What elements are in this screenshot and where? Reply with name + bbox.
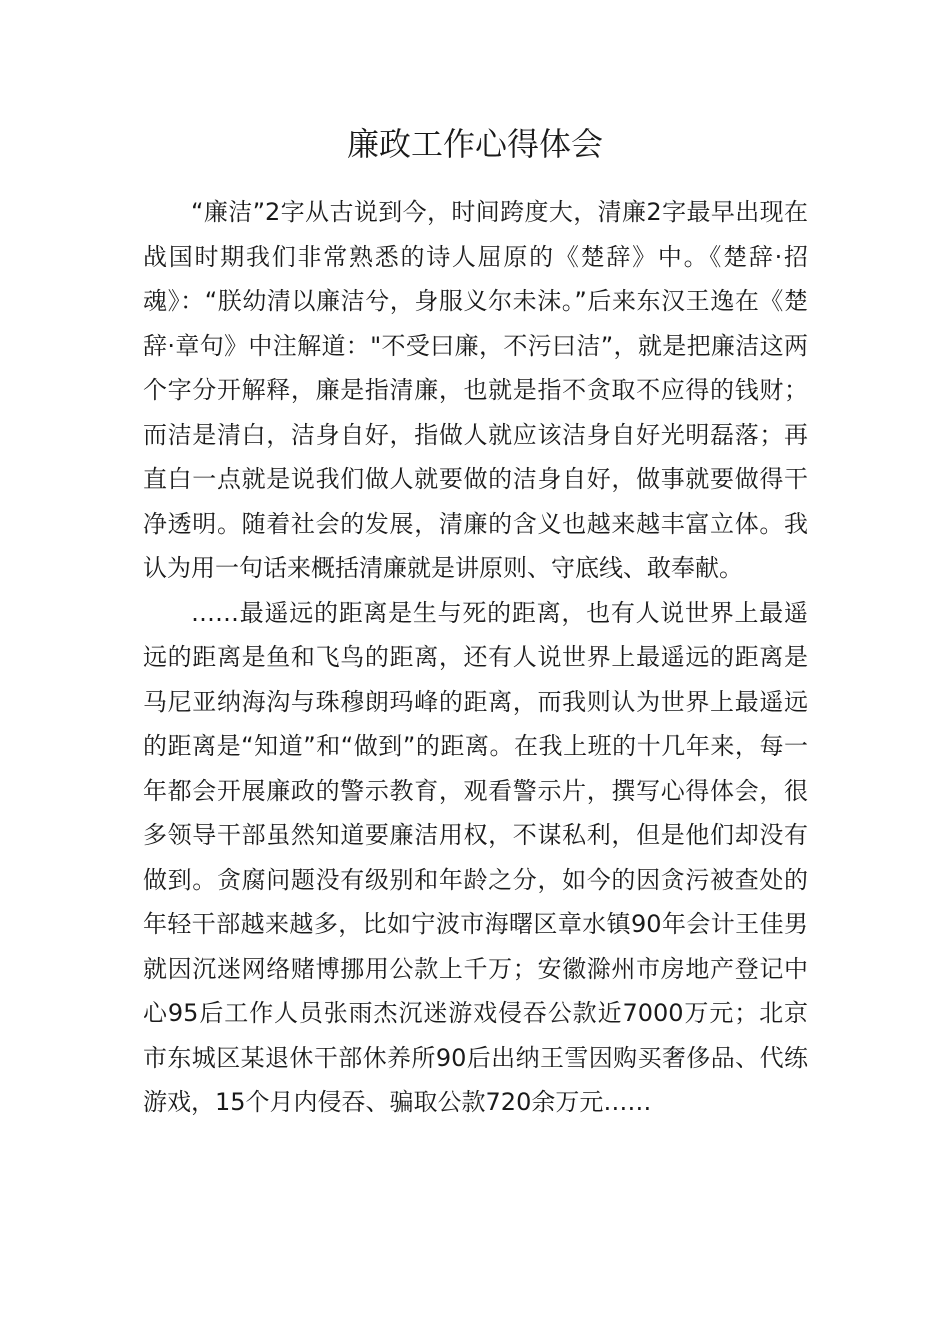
- document-body: [143, 190, 808, 1125]
- document-title: 廉政工作心得体会: [346, 125, 603, 163]
- paragraph-2: ……最遥远的距离是生与死的距离，也有人说世界上最遥远的距离是鱼和飞鸟的距离，还有人说世界上最遥远的距离是马尼亚纳海沟与珠穆朗玛峰的距离，而我则认为世界上最遥远的距离是“知道”和“做到”的距离。在我上班的十几年来，每一年都会开展廉政的警示教育，观看警示片，撰写心得体会，很多领导干部虽然知道要廉洁用权，不谋私利，但是他们却没有做到。贪腐问题没有级别和年龄之分，如今的因贪污被查处的年轻干部越来越多，比如宁波市海曙区章水镇90年会计王佳男就因沉迷网络赌博挪用公款上千万；安徽滁州市房地产登记中心95后工作人员张雨杰沉迷游戏侵吞公款近7000万元；北京市东城区某退休干部休养所90后出纳王雪因购买奢侈品、代练游戏，15个月内侵吞、骗取公款720余万元……: [143, 598, 808, 1116]
- paragraph-1: “廉洁”2字从古说到今，时间跨度大，清廉2字最早出现在战国时期我们非常熟悉的诗人屈原的《楚辞》中。《楚辞·招魂》：“朕幼清以廉洁兮，身服义尔未沫。”后来东汉王逸在《楚辞·章句》中注解道："不受曰廉，不污曰洁”，就是把廉洁这两个字分开解释，廉是指清廉，也就是指不贪取不应得的钱财；而洁是清白，洁身自好，指做人就应该洁身自好光明磊落；再直白一点就是说我们做人就要做的洁身自好，做事就要做得干净透明。随着社会的发展，清廉的含义也越来越丰富立体。我认为用一句话来概括清廉就是讲原则、守底线、敢奉献。: [143, 198, 808, 582]
